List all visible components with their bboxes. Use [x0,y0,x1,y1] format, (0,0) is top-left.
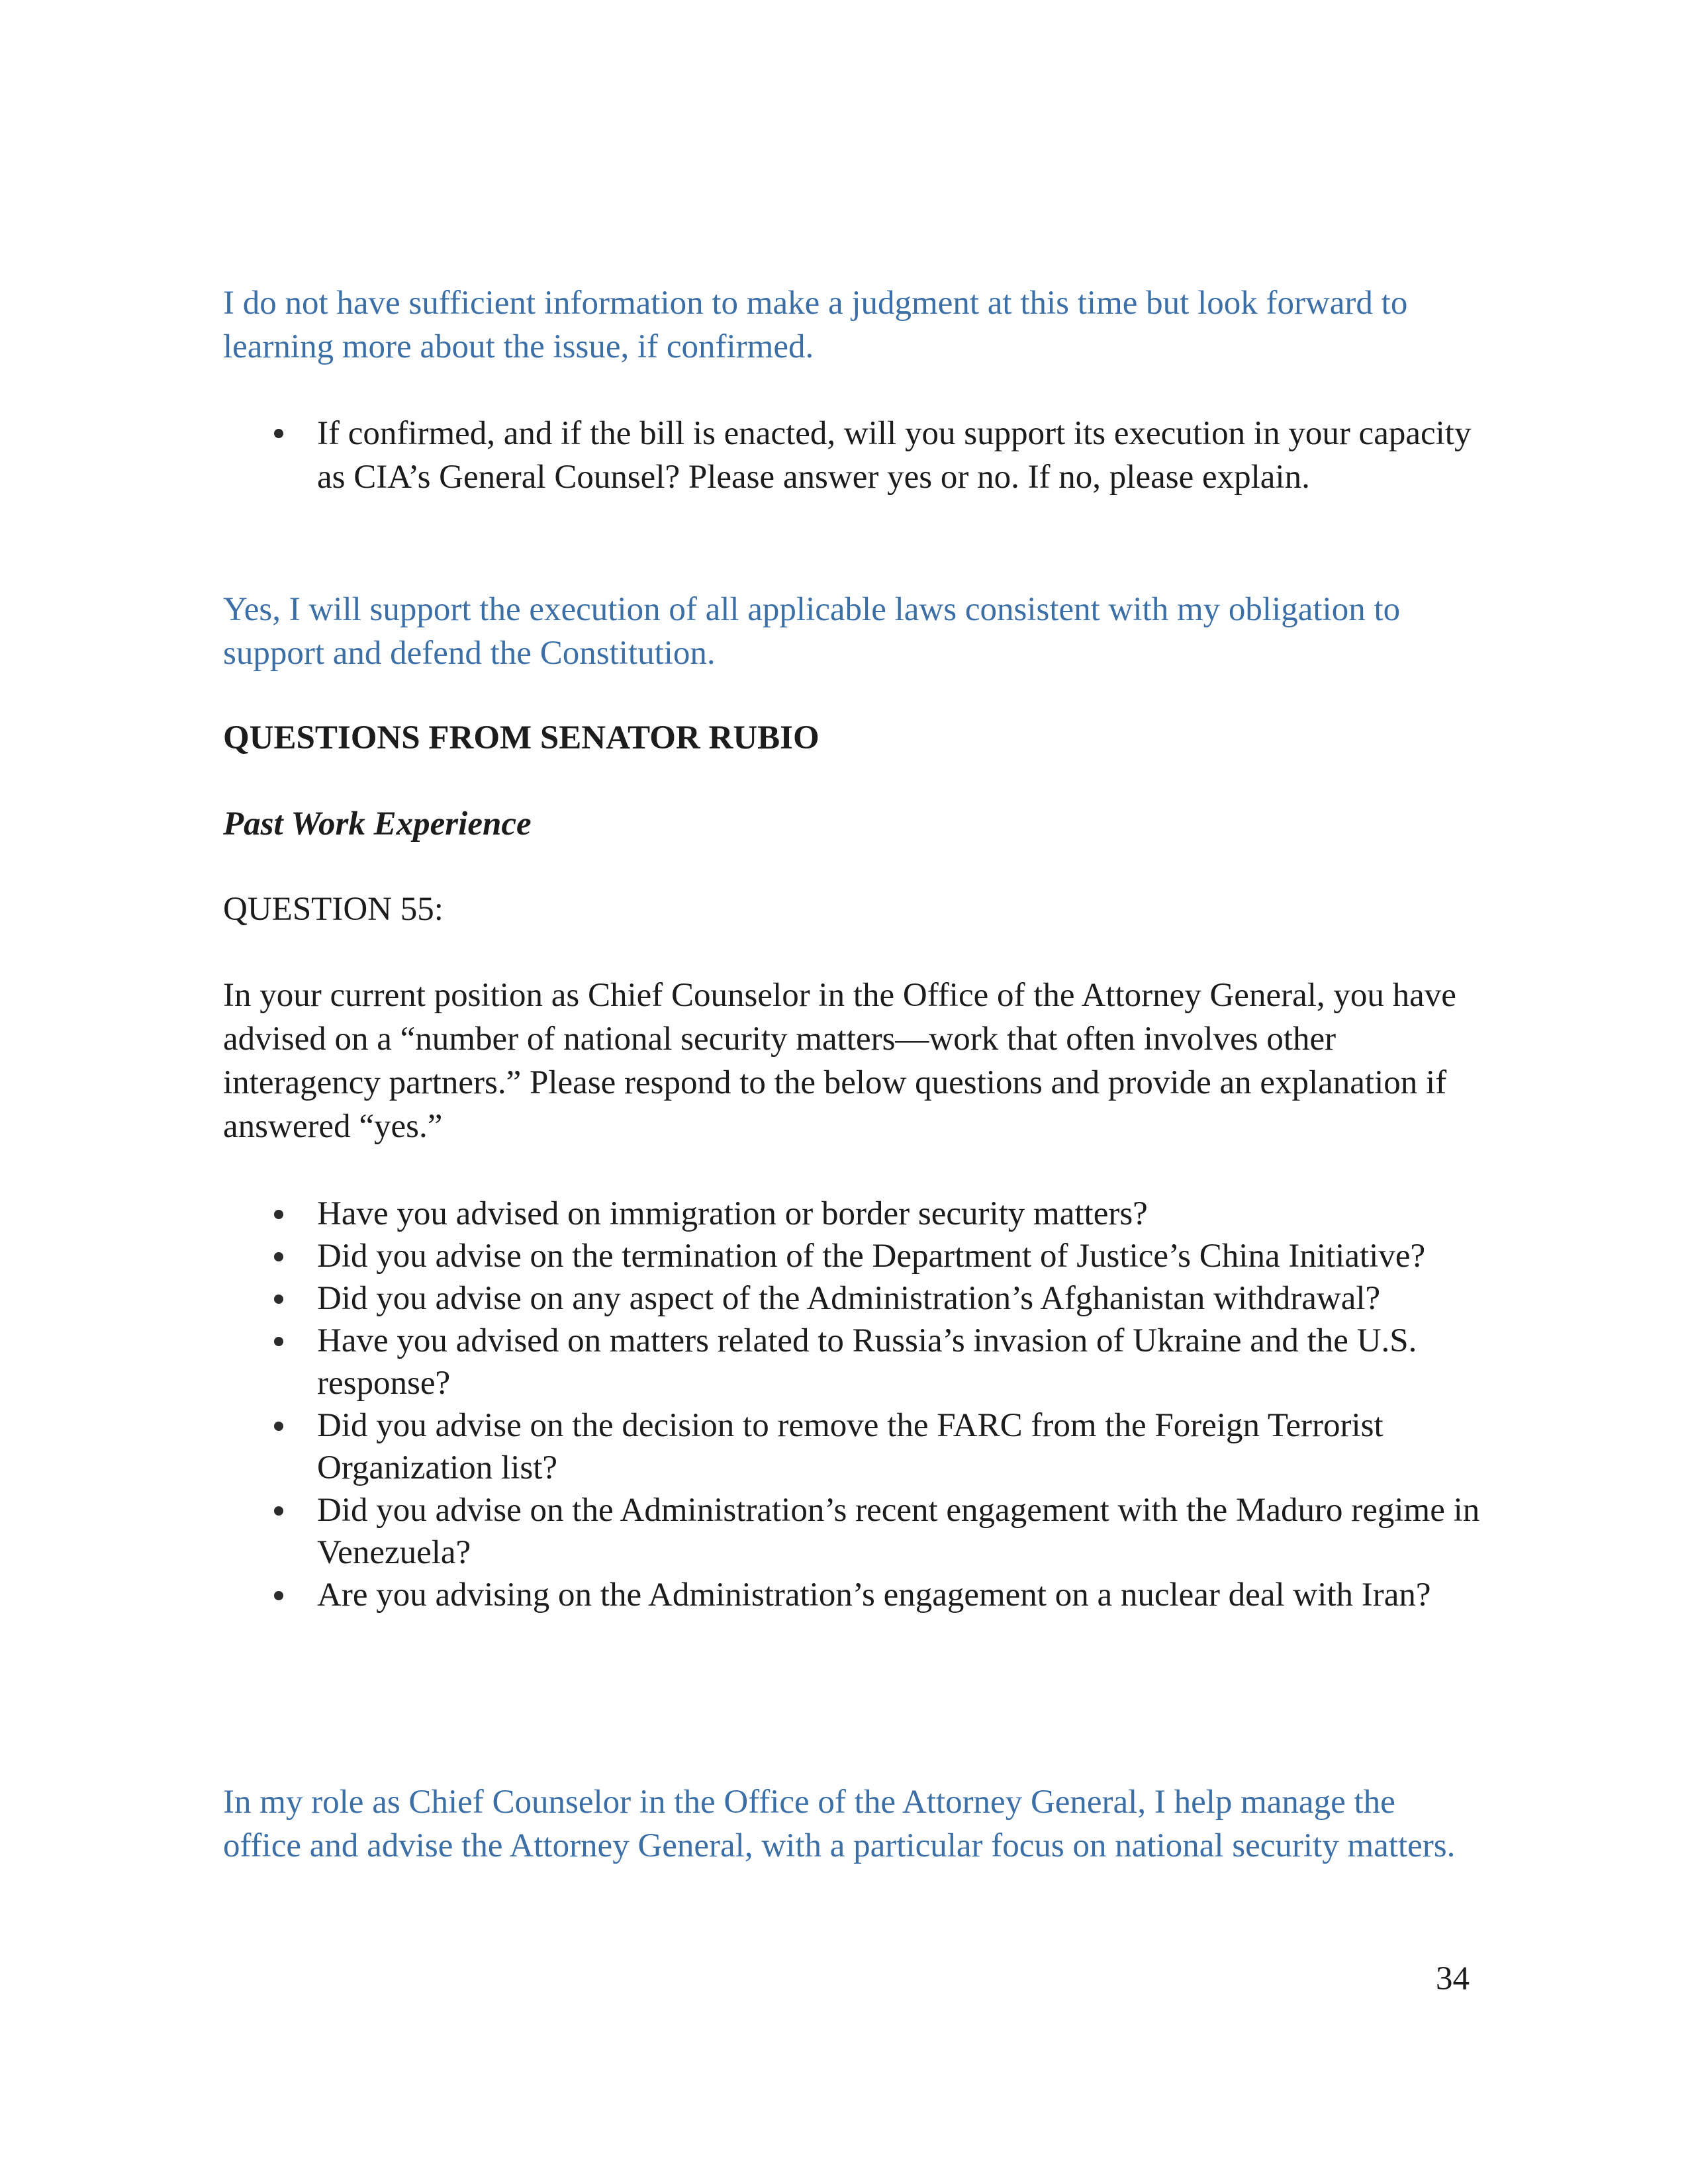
answer-paragraph: I do not have sufficient information to make a judgment at this time but look forward to learning more about the issue, if confirmed. [223,285,1408,365]
answer-paragraph: Yes, I will support the execution of all applicable laws consistent with my obligation to support and defend the Constitution. [223,591,1401,672]
subheading: Past Work Experience [223,805,532,842]
question-bullet-item [269,1235,1481,1277]
question-bullet-item [269,1574,1481,1616]
bullet-icon [274,429,283,438]
bullet-icon [274,1591,283,1600]
question-bullet-text: Did you advise on the termination of the Department of Justice’s China Initiative? [317,1238,1426,1275]
question-paragraph: In your current position as Chief Counselor in the Office of the Attorney General, you have advised on a “number of national security matters—work that often involves other interagency partners.” Please respond to the below questions and provide an explanation if answered “yes.” [223,977,1456,1145]
question-bullet-list [269,1193,1481,1616]
question-bullet-text: Have you advised on immigration or border security matters? [317,1195,1148,1232]
question-bullet-item [269,1277,1481,1320]
question-bullet-item [269,1320,1481,1404]
section-heading: QUESTIONS FROM SENATOR RUBIO [223,719,820,756]
answer-paragraph: In my role as Chief Counselor in the Office of the Attorney General, I help manage the office and advise the Attorney General, with a particular focus on national security matters. [223,1784,1456,1864]
question-bullet-text: Are you advising on the Administration’s engagement on a nuclear deal with Iran? [317,1576,1431,1614]
question-bullet-text: If confirmed, and if the bill is enacted, will you support its execution in your capacity as CIA’s General Counsel? Please answer yes or no. If no, please explain. [317,415,1472,496]
bullet-icon [274,1295,283,1304]
question-bullet-item [269,1489,1481,1574]
question-bullet-item [269,1404,1481,1489]
question-bullet-text: Did you advise on the decision to remove the FARC from the Foreign Terrorist Organization list? [317,1407,1383,1486]
bullet-icon [274,1337,283,1346]
question-bullet-text: Did you advise on the Administration’s recent engagement with the Maduro regime in Venezuela? [317,1492,1480,1571]
question-label: QUESTION 55: [223,891,444,928]
bullet-icon [274,1252,283,1261]
question-bullet-text: Have you advised on matters related to Russia’s invasion of Ukraine and the U.S. response? [317,1322,1417,1402]
page-number: 34 [1436,1960,1470,1997]
question-bullet-item [269,412,1481,499]
bullet-icon [274,1506,283,1516]
question-bullet-item [269,1193,1481,1235]
question-bullet-list [269,412,1481,499]
bullet-icon [274,1422,283,1431]
bullet-icon [274,1210,283,1219]
question-bullet-text: Did you advise on any aspect of the Administration’s Afghanistan withdrawal? [317,1280,1381,1317]
